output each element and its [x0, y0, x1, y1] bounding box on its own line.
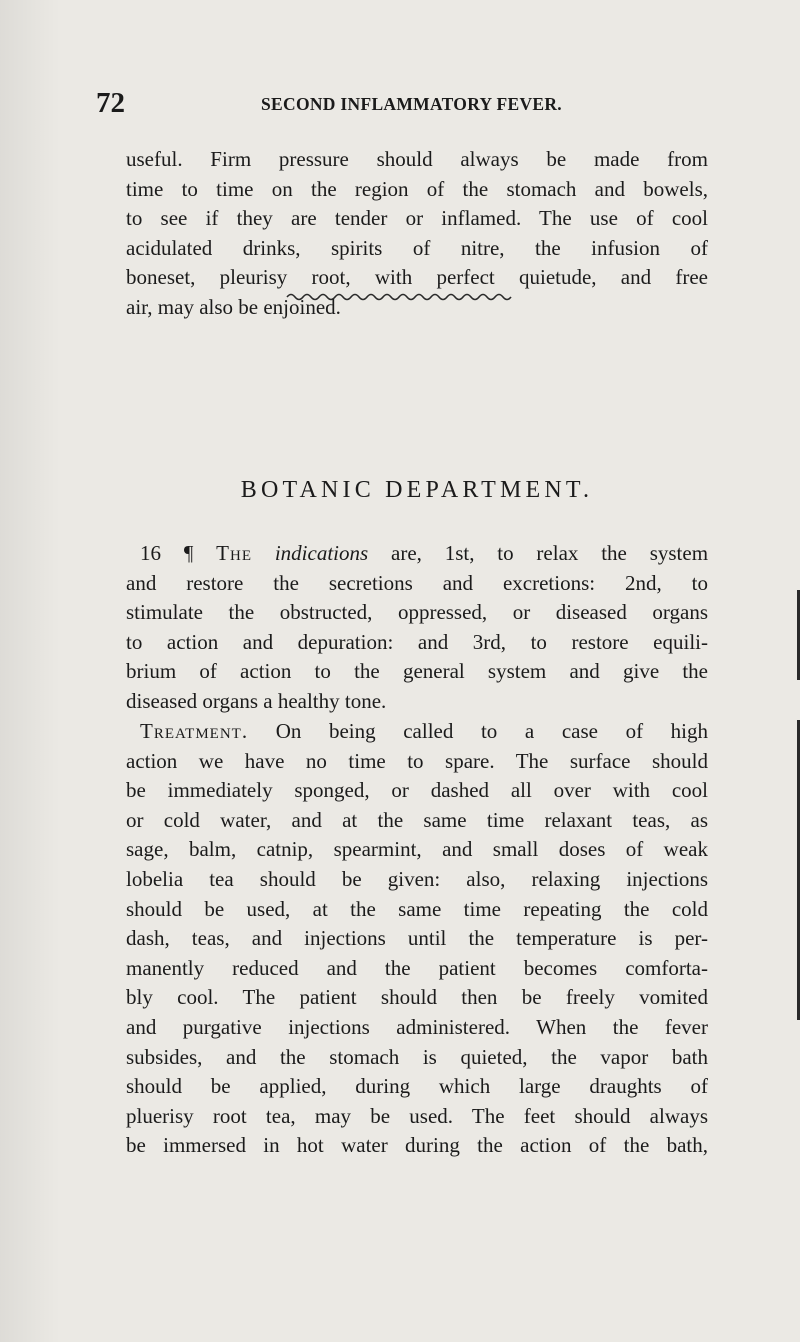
line-remainder: are, 1st, to relax the system	[391, 541, 709, 565]
text-line	[126, 717, 708, 747]
text-line: and restore the secretions and excretions: 2nd, to	[126, 570, 708, 595]
treatment-heading: Treatment.	[140, 719, 249, 743]
indications-paragraph	[126, 539, 708, 717]
text-line: brium of action to the general system and give the	[126, 659, 708, 684]
text-line: air, may also be enjoined.	[126, 294, 341, 319]
text-line: useful. Firm pressure should always be made from	[126, 147, 708, 171]
section-title: BOTANIC DEPARTMENT.	[240, 477, 594, 503]
text-line: boneset, pleurisy root, with perfect quietude, and free	[126, 265, 708, 290]
text-line: be immersed in hot water during the action of the bath,	[126, 1133, 708, 1158]
text-line: or cold water, and at the same time relaxant teas, as	[126, 807, 708, 832]
text-line: subsides, and the stomach is quieted, the vapor bath	[126, 1044, 708, 1069]
text-line: pluerisy root tea, may be used. The feet should always	[126, 1103, 708, 1128]
text-line: acidulated drinks, spirits of nitre, the infusion of	[126, 235, 708, 260]
text-line: dash, teas, and injections until the temperature is per-	[126, 926, 708, 951]
page-gutter-shadow	[0, 0, 60, 1342]
text-line: and purgative injections administered. When the fever	[126, 1014, 708, 1039]
line-remainder: On being called to a case of high	[275, 719, 708, 743]
running-header	[96, 86, 716, 120]
treatment-paragraph	[126, 717, 708, 1161]
text-line: should be applied, during which large draughts of	[126, 1074, 708, 1099]
running-head-title: SECOND INFLAMMATORY FEVER.	[261, 94, 562, 114]
text-line: should be used, at the same time repeating the cold	[126, 896, 708, 921]
text-line: sage, balm, catnip, spearmint, and small doses of weak	[126, 837, 708, 862]
text-line: to see if they are tender or inflamed. The use of cool	[126, 206, 708, 231]
text-line: time to time on the region of the stomach and bowels,	[126, 176, 708, 201]
text-line: action we have no time to spare. The surface should	[126, 748, 708, 773]
text-line: to action and depuration: and 3rd, to restore equili-	[126, 629, 708, 654]
text-line: be immediately sponged, or dashed all over with cool	[126, 778, 708, 803]
text-line: bly cool. The patient should then be freely vomited	[126, 985, 708, 1010]
text-line: lobelia tea should be given: also, relaxing injections	[126, 866, 708, 891]
text-line: manently reduced and the patient becomes comforta-	[126, 955, 708, 980]
text-line	[126, 539, 708, 569]
italic-word: indications	[274, 541, 369, 565]
text-line: stimulate the obstructed, oppressed, or diseased organs	[126, 600, 708, 625]
wavy-rule-ornament-icon	[285, 289, 515, 303]
page-number: 72	[96, 87, 125, 119]
lead-word: The	[216, 541, 252, 565]
text-line: diseased organs a healthy tone.	[126, 688, 387, 713]
section-marker: 16 ¶	[140, 541, 194, 565]
